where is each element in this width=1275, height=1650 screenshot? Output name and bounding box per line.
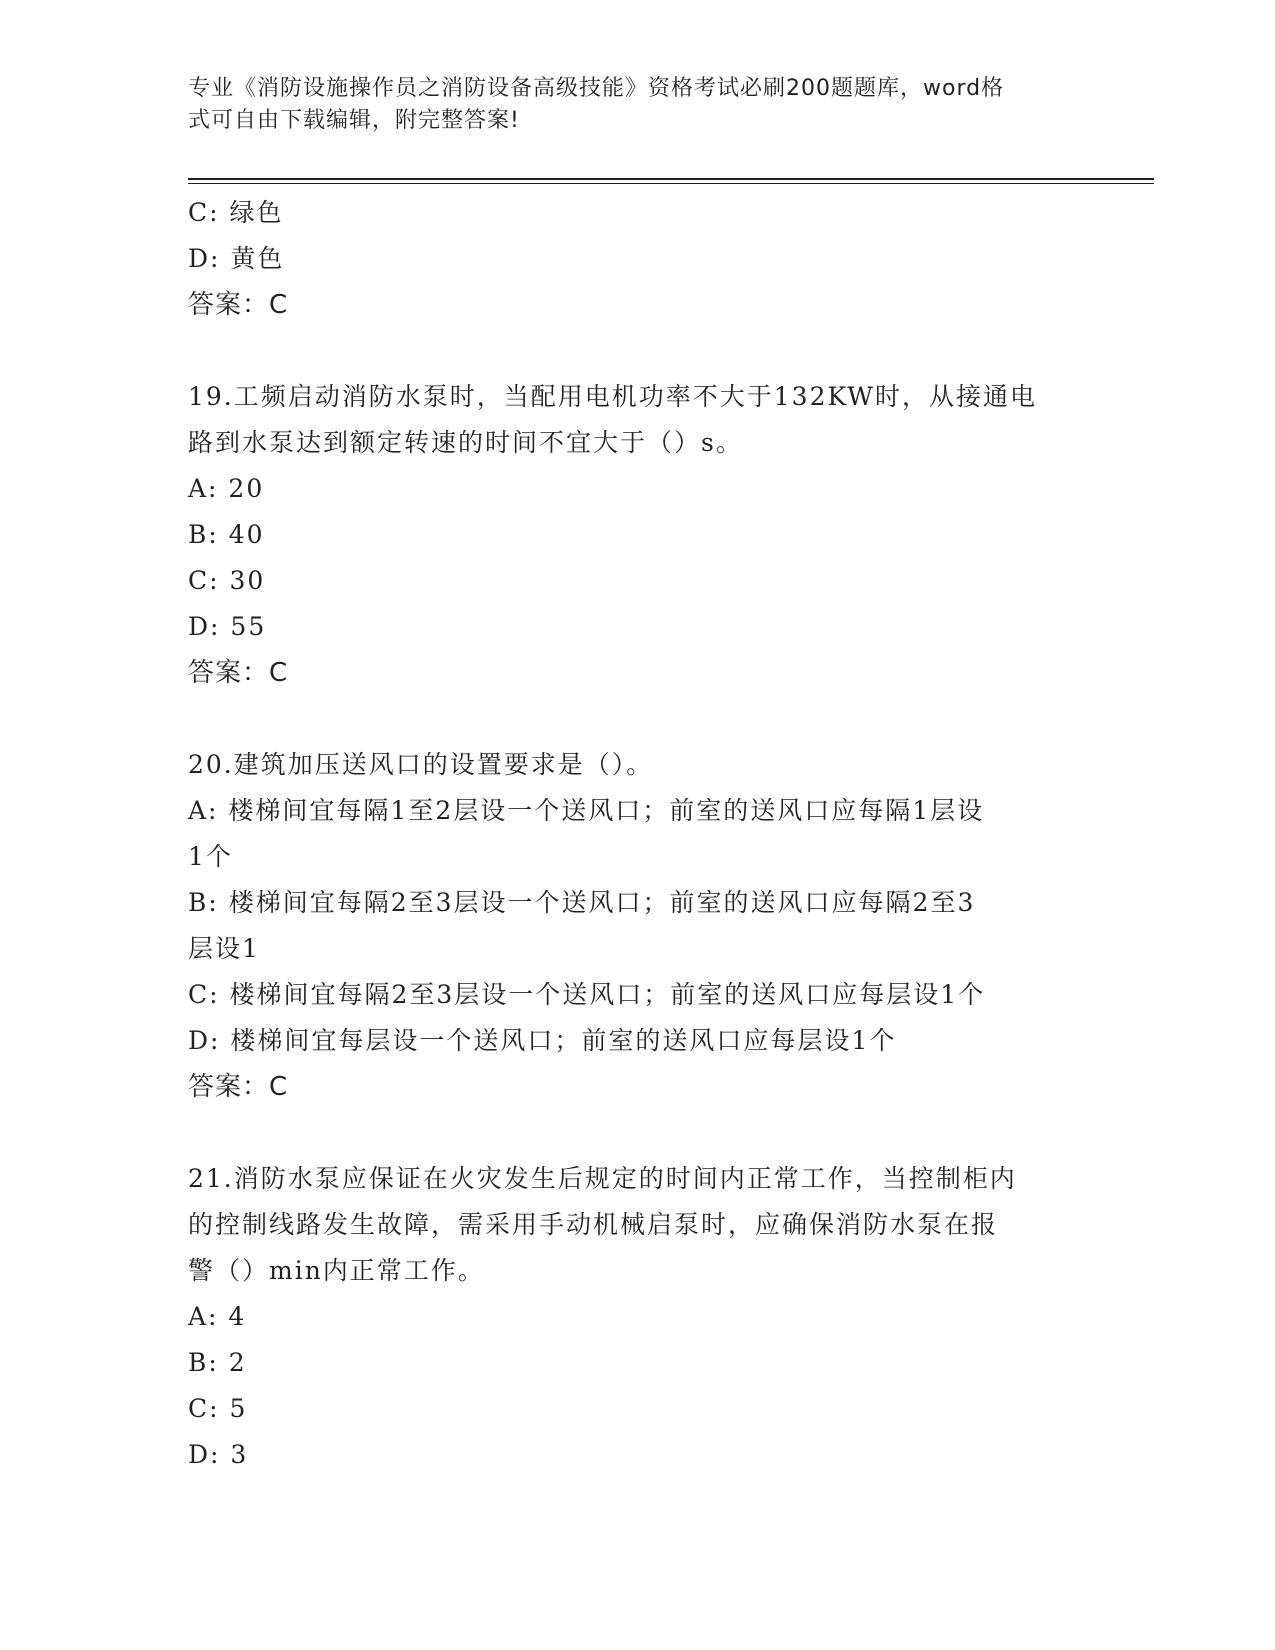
q21-option-a: A: 4 (188, 1302, 247, 1331)
q19-option-b: B: 40 (188, 520, 265, 549)
q20-option-a-line-2: 1个 (188, 842, 233, 871)
q18-option-c: C: 绿色 (188, 198, 284, 227)
q20-option-c: C: 楼梯间宜每隔2至3层设一个送风口；前室的送风口应每层设1个 (188, 980, 986, 1009)
q21-option-d: D: 3 (188, 1440, 249, 1469)
q20-option-a-line-1: A: 楼梯间宜每隔1至2层设一个送风口；前室的送风口应每隔1层设 (188, 796, 985, 825)
header-line-2: 式可自由下载编辑，附完整答案! (188, 108, 520, 133)
q20-option-b-line-2: 层设1 (188, 934, 260, 963)
question-spacer (188, 1110, 1088, 1156)
q19-option-d: D: 55 (188, 612, 267, 641)
q19-option-a: A: 20 (188, 474, 265, 503)
question-19 (188, 374, 1088, 696)
question-18-tail (188, 190, 1088, 328)
q21-stem-line-3: 警（）min内正常工作。 (188, 1256, 485, 1285)
q19-stem-line-2: 路到水泵达到额定转速的时间不宜大于（）s。 (188, 428, 743, 457)
q18-option-d: D: 黄色 (188, 244, 285, 273)
question-list (188, 190, 1088, 1478)
question-20 (188, 742, 1088, 1110)
q21-option-c: C: 5 (188, 1394, 248, 1423)
q20-option-b-line-1: B: 楼梯间宜每隔2至3层设一个送风口；前室的送风口应每隔2至3 (188, 888, 976, 917)
q19-stem-line-1: 19.工频启动消防水泵时，当配用电机功率不大于132KW时，从接通电 (188, 382, 1037, 411)
question-21 (188, 1156, 1088, 1478)
q21-option-b: B: 2 (188, 1348, 247, 1377)
q20-answer: 答案：C (188, 1072, 289, 1102)
q19-option-c: C: 30 (188, 566, 266, 595)
header-divider-thin (188, 183, 1154, 184)
q21-stem-line-1: 21.消防水泵应保证在火灾发生后规定的时间内正常工作，当控制柜内 (188, 1164, 1017, 1193)
q21-stem-line-2: 的控制线路发生故障，需采用手动机械启泵时，应确保消防水泵在报 (188, 1210, 999, 1239)
header-line-1: 专业《消防设施操作员之消防设备高级技能》资格考试必刷200题题库，word格 (188, 76, 1005, 101)
q19-answer: 答案：C (188, 658, 289, 688)
question-spacer (188, 328, 1088, 374)
q20-stem: 20.建筑加压送风口的设置要求是（）。 (188, 750, 654, 779)
q18-answer: 答案：C (188, 290, 289, 320)
question-spacer (188, 696, 1088, 742)
header-divider-thick (188, 178, 1154, 180)
page-header (188, 73, 1068, 137)
q20-option-d: D: 楼梯间宜每层设一个送风口；前室的送风口应每层设1个 (188, 1026, 897, 1055)
